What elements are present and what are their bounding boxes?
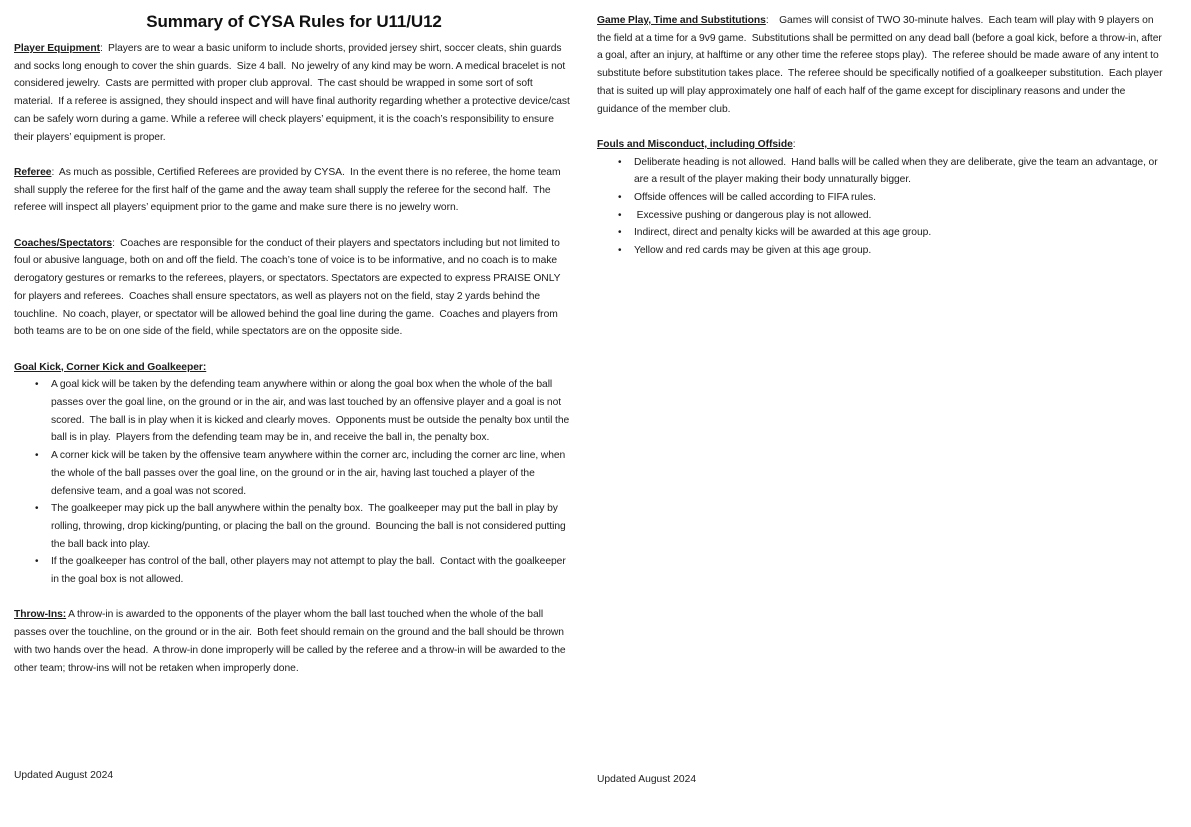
bullet-text: A goal kick will be taken by the defending team anywhere within or along the goal box when the whole of the ball passes over the goal line, on the ground or in the air, and was last touched by an offensive player and a goal is not scored. The ball is in play when it is kicked and clearly moves. Opponents must be outside the penalty box until the ball is in play. Players from the defending team may be in, and receive the ball in, the penalty box.: [51, 379, 572, 444]
bullet-text: Yellow and red cards may be given at this age group.: [634, 245, 872, 257]
bullet-disc-icon: •: [618, 156, 622, 168]
section-body-text: Coaches are responsible for the conduct of their players and spectators including but not limited to foul or abusive language, both on and off the field. The coach’s tone of voice is to be informative, and no coach is to make derogatory gestures or remarks to the referees, players, or spectators. Spectators are expected to express PRAISE ONLY for players and referees. Coaches shall ensure spectators, as well as players not on the field, stay 2 yards behind the touchline. No coach, player, or spectator will be allowed behind the goal line during the game. Coaches and players from both teams are to be on one side of the field, while spectators are on the opposite side.: [14, 237, 563, 338]
section-body-text: Games will consist of TWO 30-minute halves. Each team will play with 9 players on the field at a time for a 9v9 game. Substitutions shall be permitted on any dead ball (before a goal kick, before a throw-in, after a goal, after an injury, at halftime or any other time the referee stops play). The referee should be made aware of any intent to substitute before substitution takes place. The referee should be specifically notified of a goalkeeper substitution. Each player that is suited up will play approximately one half of each half of the game except for disciplinary reasons and under the guidance of the member club.: [597, 15, 1166, 115]
bullet-text: Excessive pushing or dangerous play is not allowed.: [634, 209, 872, 221]
section-heading: Game Play, Time and Substitutions: [597, 15, 766, 26]
bullet-disc-icon: •: [35, 450, 39, 462]
page-title: Summary of CYSA Rules for U11/U12: [146, 12, 442, 31]
bullet-text: Indirect, direct and penalty kicks will be awarded at this age group.: [634, 227, 932, 239]
section-goal-kick-corner-kick-and-goalkeeper: [14, 359, 574, 589]
section-paragraph: [14, 606, 574, 677]
section-heading-colon: :: [112, 237, 115, 249]
bullet-text: The goalkeeper may pick up the ball anywhere within the penalty box. The goalkeeper may put the ball in play by rolling, throwing, drop kicking/punting, or placing the ball on the ground. Bouncing the ball is not considered putting the ball back into play.: [51, 503, 569, 550]
section-paragraph: [14, 235, 574, 341]
section-heading: Goal Kick, Corner Kick and Goalkeeper:: [14, 361, 207, 373]
left-footer-note: Updated August 2024: [14, 770, 114, 781]
bullet-item: [597, 154, 1163, 189]
section-game-play-time-and-substitutions: [597, 12, 1166, 118]
bullet-text: Offside offences will be called according to FIFA rules.: [634, 192, 876, 204]
section-heading-colon: :: [765, 15, 769, 26]
bullet-disc-icon: •: [618, 245, 622, 257]
bullet-disc-icon: •: [35, 503, 39, 515]
section-heading: Player Equipment: [14, 43, 100, 54]
section-heading-colon: :: [792, 138, 796, 150]
section-paragraph: [14, 40, 574, 146]
bullet-disc-icon: •: [618, 227, 622, 239]
section-coaches-spectators: [14, 235, 574, 341]
bullet-item: [597, 189, 1163, 207]
right-footer-note: Updated August 2024: [597, 774, 697, 785]
section-player-equipment: [14, 40, 574, 146]
section-heading: Fouls and Misconduct, including Offside: [597, 138, 793, 150]
section-paragraph: [597, 12, 1166, 118]
section-heading: Throw-Ins:: [14, 609, 67, 621]
section-body-text: Players are to wear a basic uniform to include shorts, provided jersey shirt, soccer cleats, shin guards and socks long enough to cover the shin guards. Size 4 ball. No jewelry of any kind may be worn. A medical bracelet is not considered jewelry. Casts are permitted with proper club approval. The cast should be wrapped in some sort of soft material. If a referee is assigned, they should inspect and will have final authority regarding whether a protective device/cast can be safely worn during a game. While a referee will check players’ equipment, it is the coach’s responsibility to ensure their players’ equipment is proper.: [14, 43, 573, 143]
section-heading: Referee: [14, 166, 52, 178]
section-list-heading: [597, 136, 1163, 154]
left-column-sections: [14, 40, 574, 695]
bullet-disc-icon: •: [35, 379, 39, 391]
section-list-heading: [14, 359, 574, 377]
section-throw-ins: [14, 606, 574, 677]
section-heading-colon: :: [51, 166, 55, 178]
left-column: [14, 0, 574, 827]
section-heading: Coaches/Spectators: [14, 237, 113, 249]
bullet-text: Deliberate heading is not allowed. Hand balls will be called when they are deliberate, give the team an advantage, or are a result of the player making their body unnaturally bigger.: [634, 156, 1161, 186]
bullet-item: [14, 553, 574, 588]
bullet-list: [597, 154, 1163, 260]
section-referee: [14, 164, 574, 217]
bullet-item: [597, 242, 1163, 260]
bullet-disc-icon: •: [35, 556, 39, 568]
bullet-item: [14, 447, 574, 500]
section-body-text: A throw-in is awarded to the opponents of the player whom the ball last touched when the whole of the ball passes over the touchline, on the ground or in the air. Both feet should remain on the ground and the ball should be thrown with two hands over the head. A throw-in done improperly will be called by the referee and a throw-in will be awarded to the other team; throw-ins will not be retaken when improperly done.: [14, 609, 569, 674]
section-paragraph: [14, 164, 574, 217]
bullet-disc-icon: •: [618, 209, 622, 221]
bullet-text: A corner kick will be taken by the offensive team anywhere within the corner arc, including the corner arc line, when the whole of the ball passes over the goal line, on the ground or in the air, having last touched a player of the defensive team, and a goal was not scored.: [51, 450, 568, 497]
bullet-item: [597, 207, 1163, 225]
bullet-disc-icon: •: [618, 192, 622, 204]
bullet-item: [14, 376, 574, 447]
bullet-item: [14, 500, 574, 553]
right-column-sections: [597, 12, 1166, 278]
bullet-list: [14, 376, 574, 588]
bullet-item: [597, 224, 1163, 242]
bullet-text: If the goalkeeper has control of the ball, other players may not attempt to play the ball. Contact with the goalkeeper in the goal box is not allowed.: [51, 556, 569, 586]
section-heading-colon: :: [99, 43, 103, 54]
right-column: [597, 0, 1166, 827]
section-fouls-and-misconduct-including-offside: [597, 136, 1163, 260]
section-body-text: As much as possible, Certified Referees are provided by CYSA. In the event there is no referee, the home team shall supply the referee for the first half of the game and the away team shall supply the referee for the second half. The referee will inspect all players’ equipment prior to the game and make sure there is no jewelry worn.: [14, 166, 564, 214]
